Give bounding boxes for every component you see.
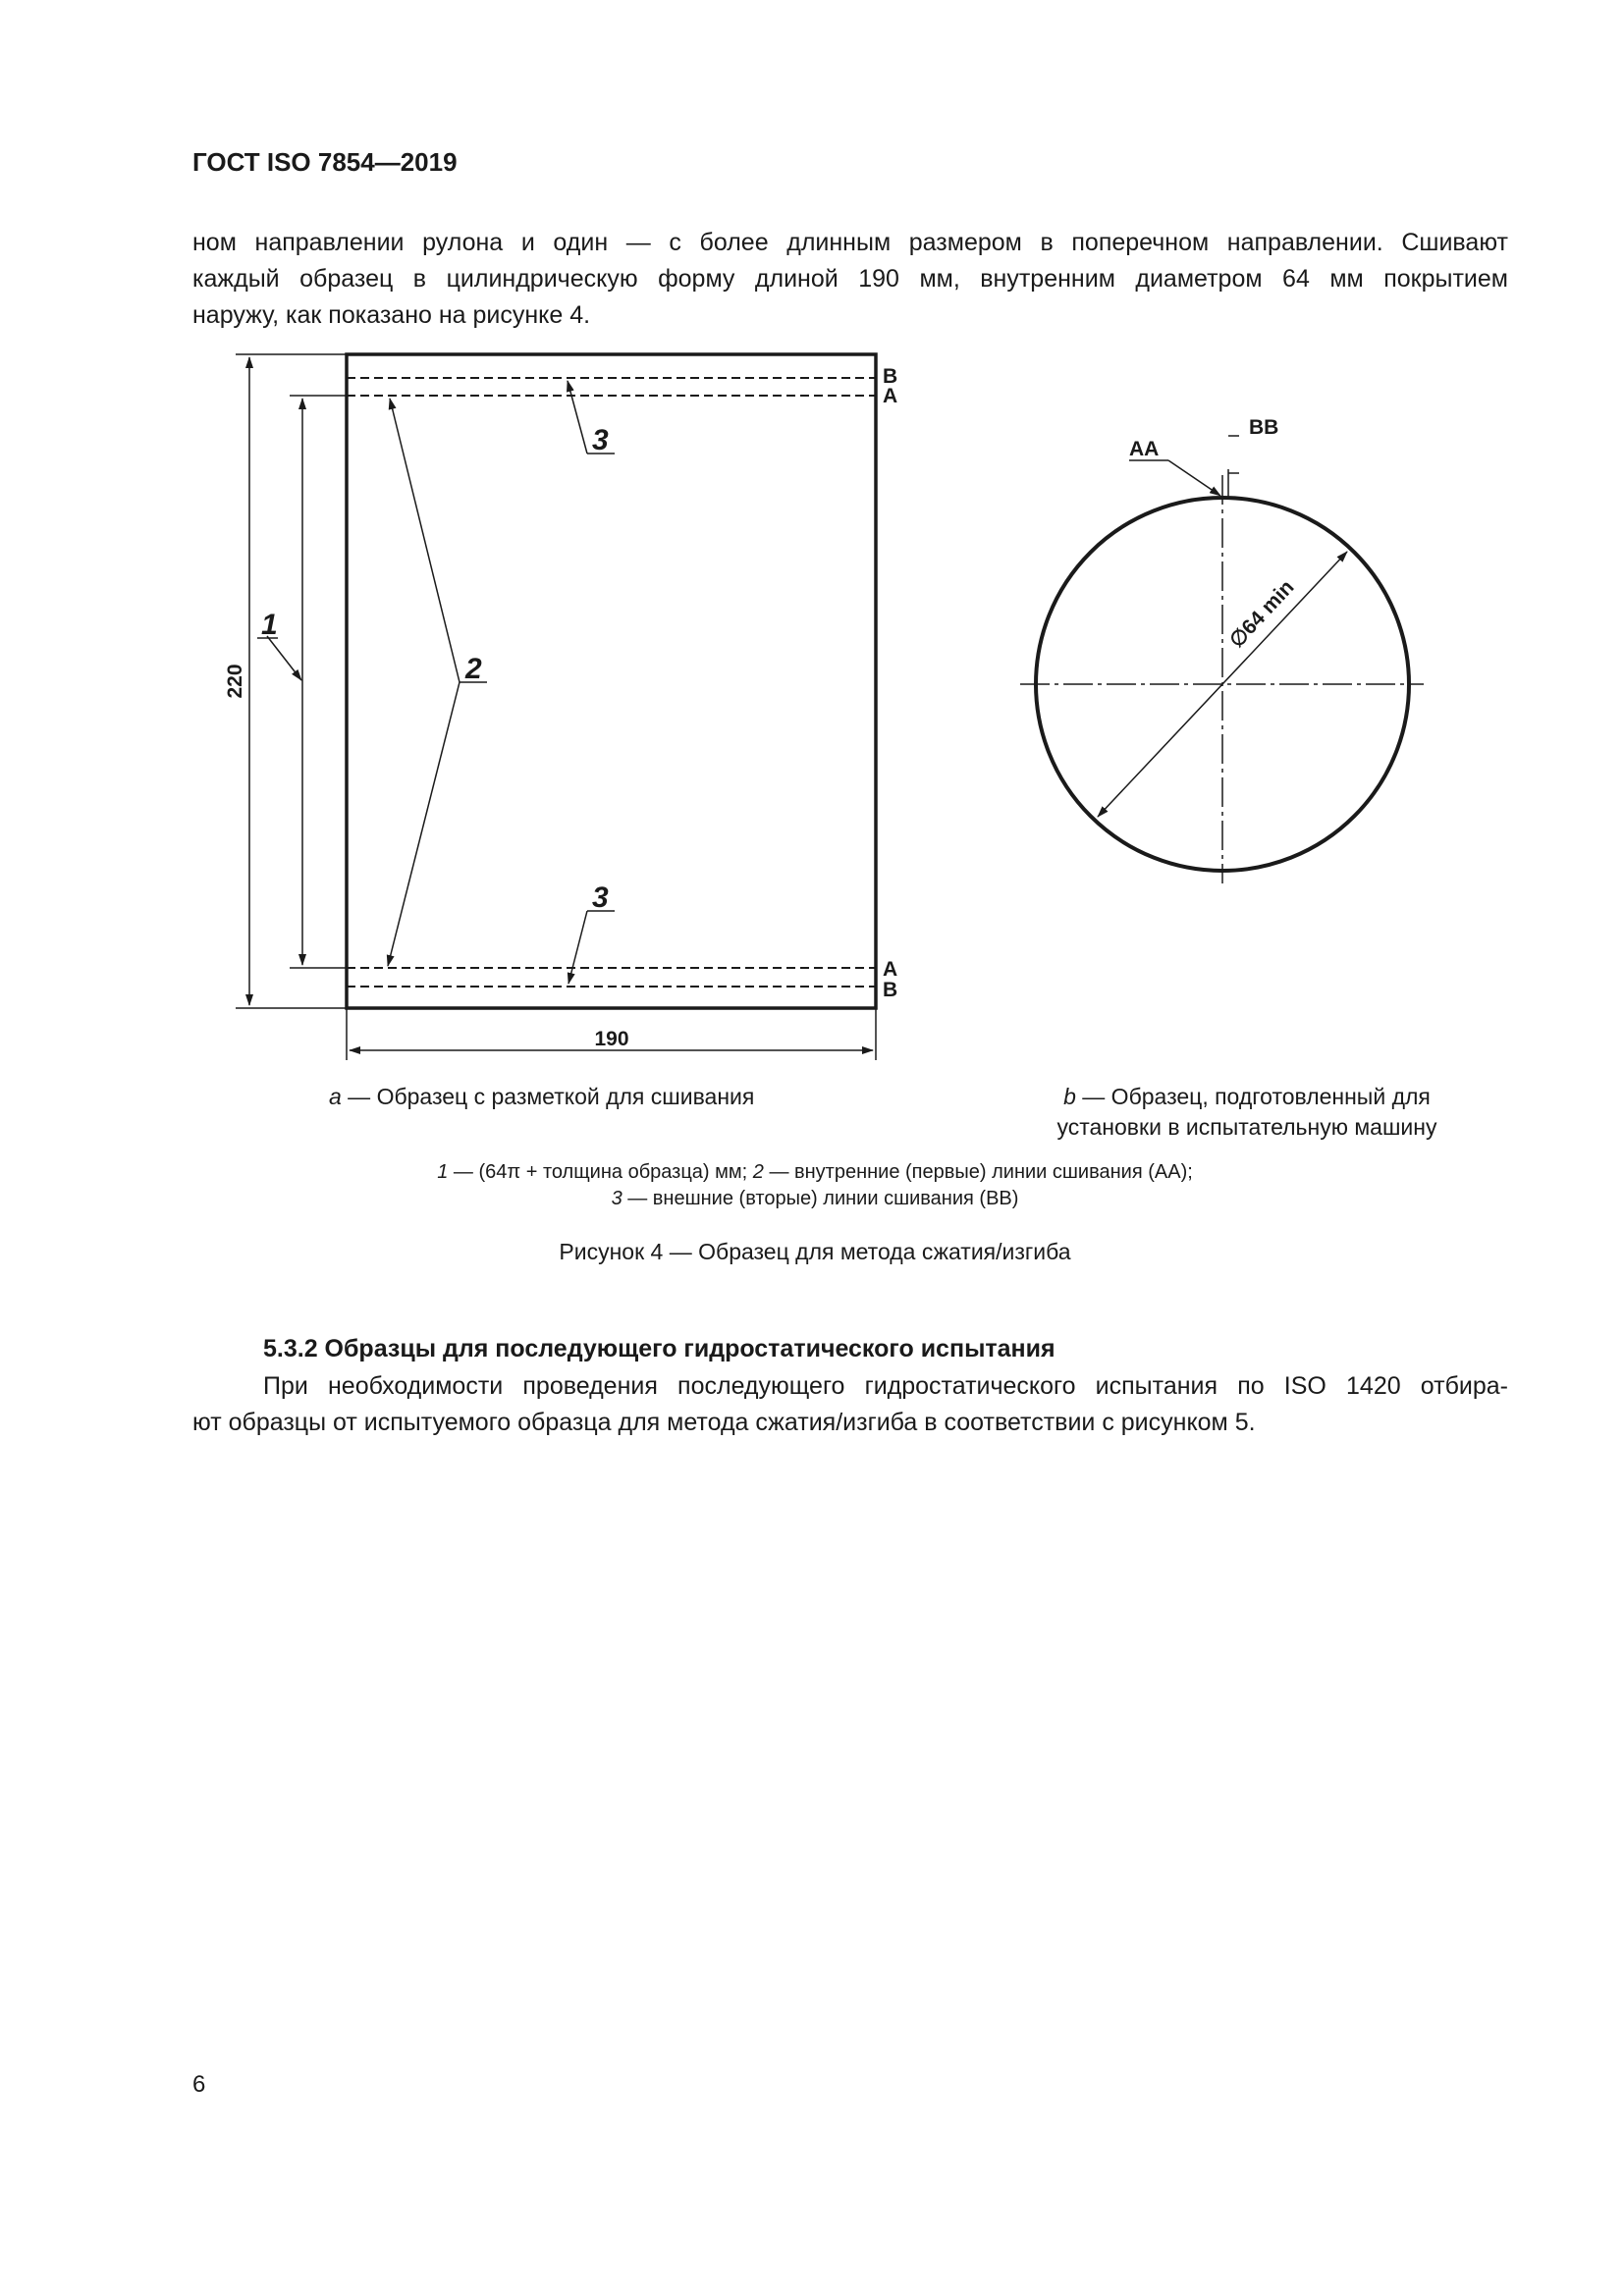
key-3-label-bottom: 3 bbox=[592, 881, 609, 914]
intro-line: каждый образец в цилиндрическую форму длиной 190 мм, внутренним диаметром 64 мм покрытием bbox=[192, 265, 1508, 293]
section-heading: 5.3.2 Образцы для последующего гидростатического испытания bbox=[263, 1335, 1056, 1362]
line-label-a-top: A bbox=[883, 385, 898, 407]
specimen-outline bbox=[347, 354, 876, 1008]
diameter-label: ∅64 min bbox=[1224, 575, 1299, 653]
label-aa: AA bbox=[1129, 438, 1160, 460]
specimen-b-drawing bbox=[1020, 416, 1424, 883]
key-3-label-top: 3 bbox=[592, 424, 609, 456]
caption-b-line1: — Образец, подготовленный для bbox=[1075, 1084, 1431, 1109]
figure-key-line bbox=[334, 1185, 1296, 1212]
leader-3-top bbox=[568, 381, 587, 454]
key-number: 2 bbox=[752, 1161, 764, 1183]
key-number: 1 bbox=[437, 1161, 449, 1183]
key-text: — (64π + толщина образца) мм; bbox=[448, 1161, 753, 1183]
document-header: ГОСТ ISO 7854—2019 bbox=[192, 147, 458, 177]
leader-aa bbox=[1168, 460, 1220, 496]
caption-a bbox=[329, 1082, 754, 1112]
figure-4-drawing bbox=[0, 0, 1624, 1080]
key-2-label: 2 bbox=[465, 653, 482, 685]
key-text: — внешние (вторые) линии сшивания (BB) bbox=[622, 1188, 1019, 1209]
dimension-190-label: 190 bbox=[594, 1028, 629, 1050]
leader-3-bottom bbox=[568, 911, 587, 984]
section-line: ют образцы от испытуемого образца для метода сжатия/изгиба в соответствии с рисунком 5. bbox=[192, 1409, 1256, 1436]
leader-2-top bbox=[390, 399, 460, 682]
caption-a-letter: a bbox=[329, 1084, 342, 1109]
page-number: 6 bbox=[192, 2071, 206, 2098]
label-bb: BB bbox=[1249, 416, 1279, 439]
figure-title: Рисунок 4 — Образец для метода сжатия/изгиба bbox=[559, 1239, 1071, 1264]
line-label-a-bottom: A bbox=[883, 958, 898, 981]
key-number: 3 bbox=[611, 1188, 623, 1209]
specimen-a-drawing bbox=[224, 354, 897, 1060]
key-text: — внутренние (первые) линии сшивания (AA); bbox=[763, 1161, 1193, 1183]
leader-2-bottom bbox=[388, 682, 460, 966]
figure-key-line bbox=[334, 1158, 1296, 1186]
intro-line: ном направлении рулона и один — с более длинным размером в поперечном направлении. Сшивают bbox=[192, 229, 1508, 256]
key-1-label: 1 bbox=[261, 609, 278, 641]
section-line: При необходимости проведения последующего гидростатического испытания по ISO 1420 отбира- bbox=[263, 1372, 1508, 1400]
dimension-220-label: 220 bbox=[224, 664, 246, 699]
caption-a-text: — Образец с разметкой для сшивания bbox=[341, 1084, 755, 1109]
section-paragraph bbox=[192, 1368, 1508, 1441]
intro-line: наружу, как показано на рисунке 4. bbox=[192, 301, 591, 329]
caption-b-letter: b bbox=[1063, 1084, 1076, 1109]
line-label-b-top: B bbox=[883, 365, 898, 388]
leader-1 bbox=[267, 636, 301, 680]
caption-b bbox=[1011, 1082, 1483, 1143]
caption-b-line2: установки в испытательную машину bbox=[1056, 1114, 1437, 1140]
line-label-b-bottom: B bbox=[883, 979, 898, 1001]
